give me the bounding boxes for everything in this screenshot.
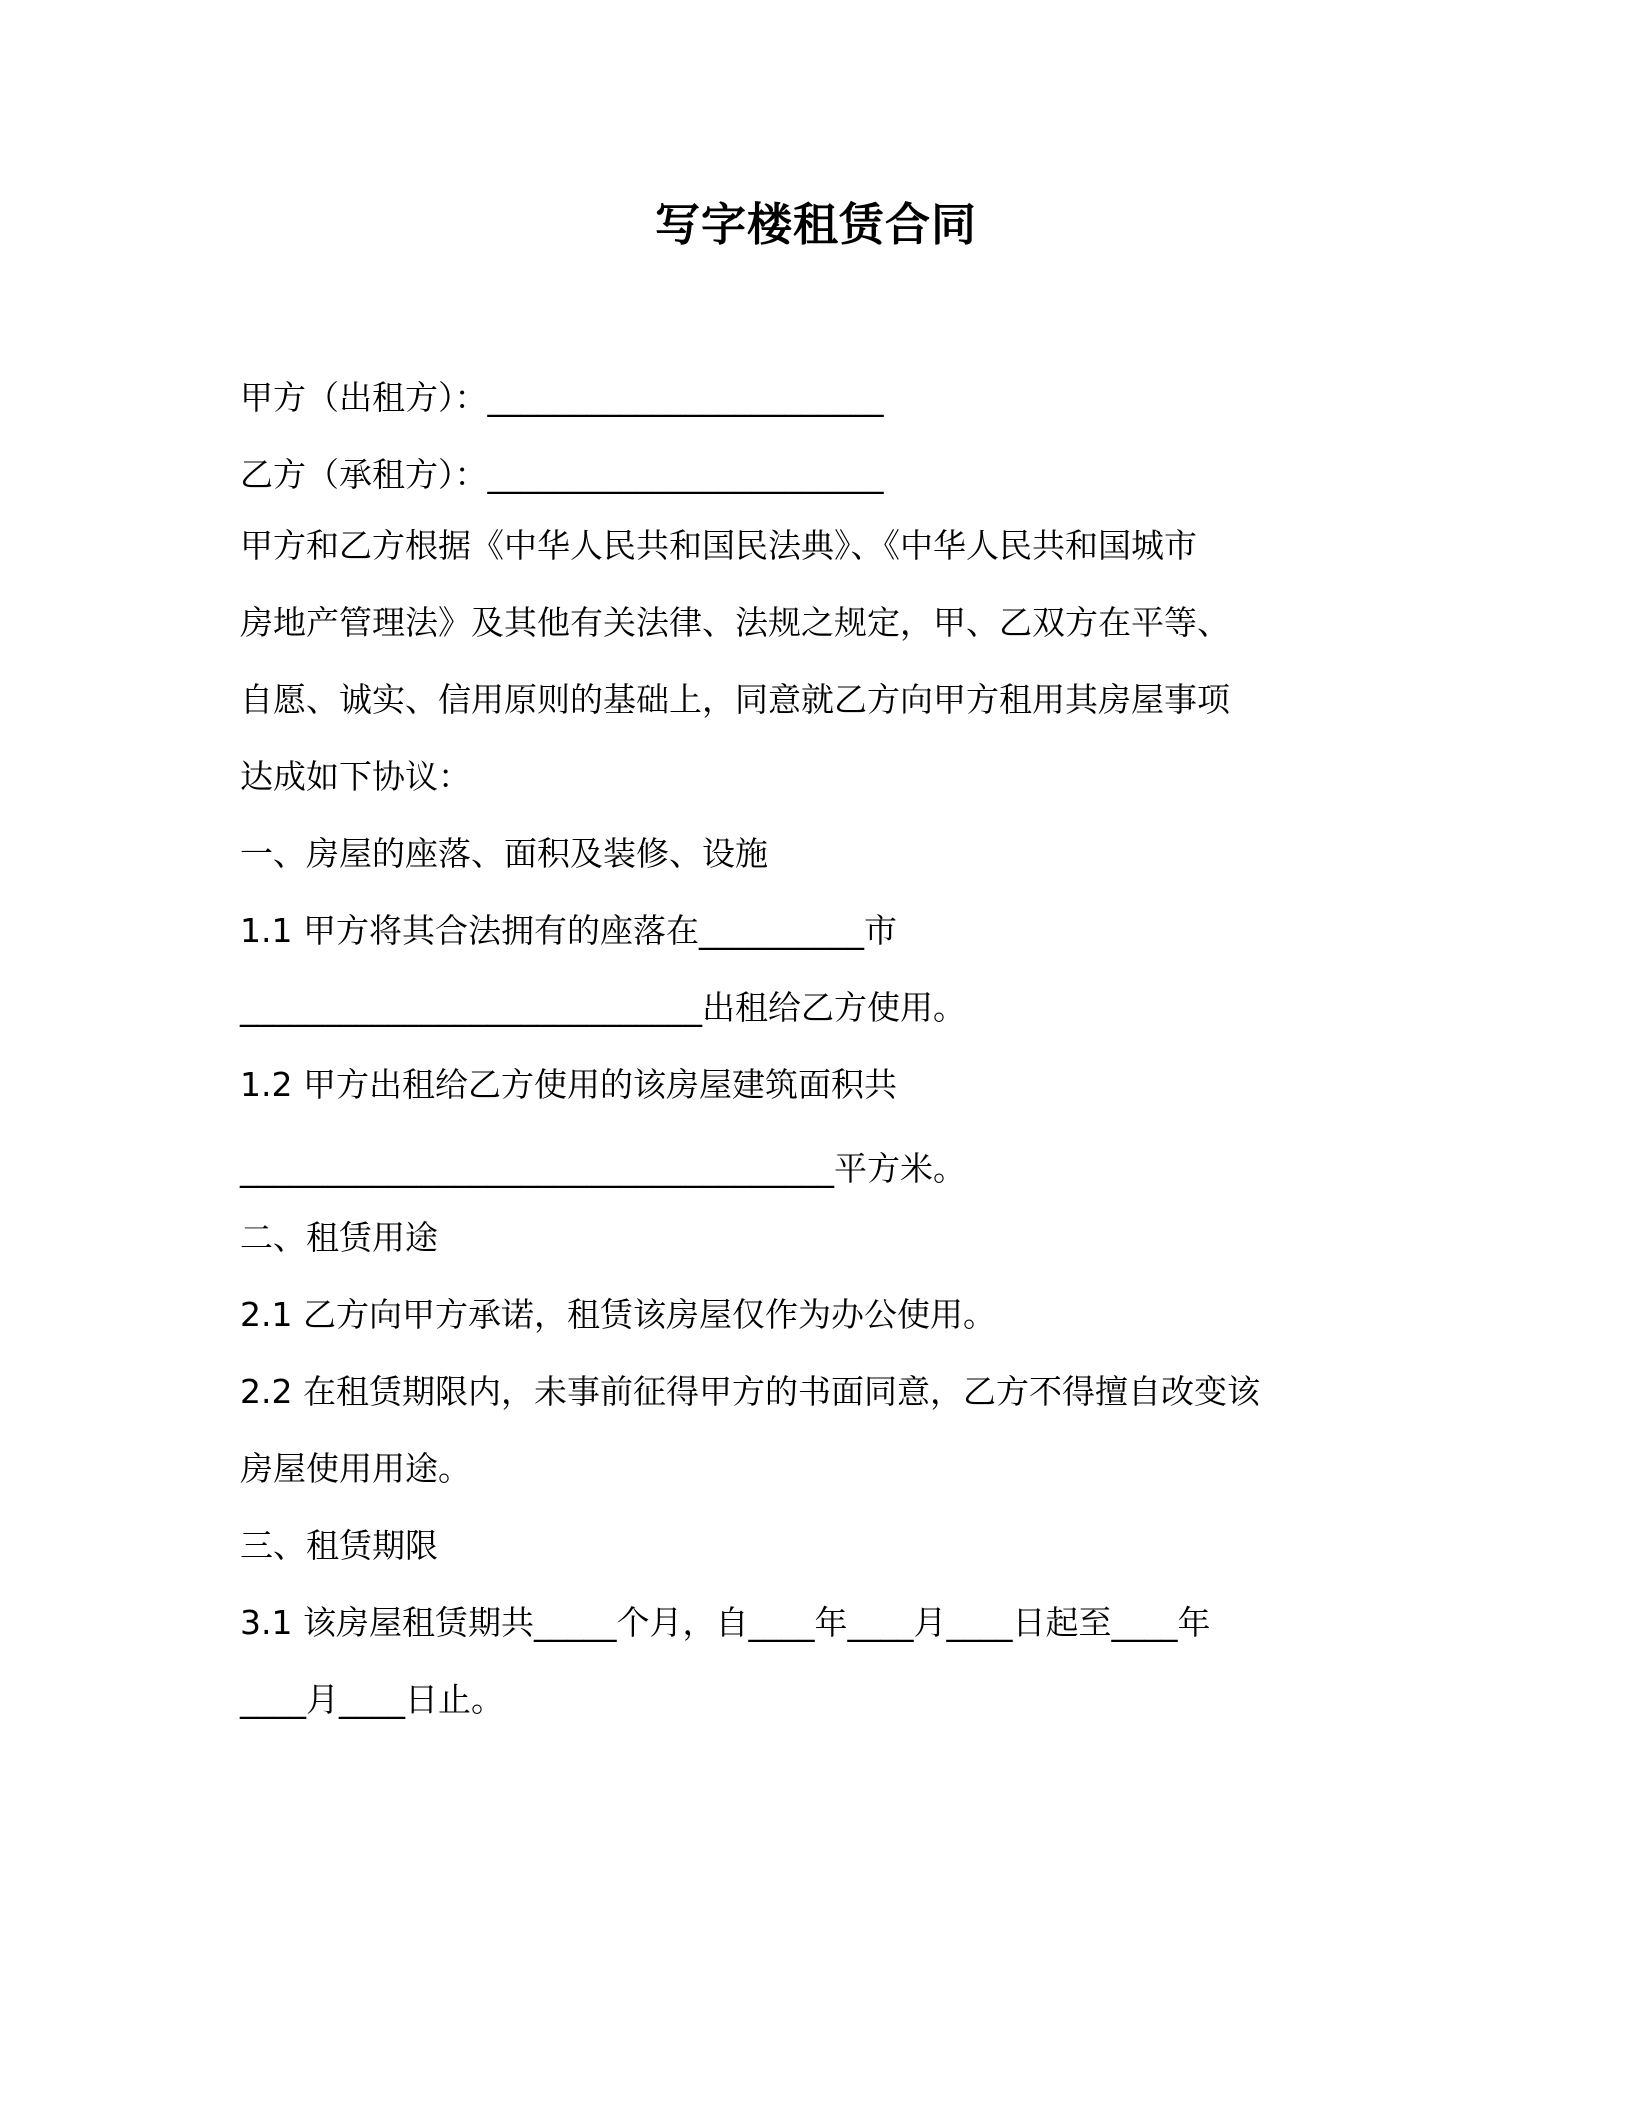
- preamble-line-3: 自愿、诚实、信用原则的基础上，同意就乙方向甲方租用其房屋事项: [240, 680, 1230, 719]
- section-2-heading: 二、租赁用途: [240, 1218, 438, 1257]
- clause-1-1-line-2: ____________________________出租给乙方使用。: [240, 988, 966, 1027]
- party-a-line: 甲方（出租方）：________________________: [240, 378, 884, 417]
- party-b-line: 乙方（承租方）：________________________: [240, 455, 884, 494]
- section-3-heading: 三、租赁期限: [240, 1526, 438, 1565]
- section-1-heading: 一、房屋的座落、面积及装修、设施: [240, 834, 768, 873]
- preamble-line-1: 甲方和乙方根据《中华人民共和国民法典》、《中华人民共和国城市: [240, 526, 1197, 565]
- clause-1-2-line-1: 1.2 甲方出租给乙方使用的该房屋建筑面积共: [240, 1065, 897, 1104]
- clause-2-2-line-2: 房屋使用用途。: [240, 1449, 471, 1488]
- clause-1-2-line-2: ____________________________________平方米。: [240, 1149, 966, 1188]
- clause-3-1-line-2: ____月____日止。: [240, 1680, 504, 1719]
- clause-2-1: 2.1 乙方向甲方承诺，租赁该房屋仅作为办公使用。: [240, 1295, 996, 1334]
- clause-3-1-line-1: 3.1 该房屋租赁期共_____个月，自____年____月____日起至____年: [240, 1603, 1211, 1642]
- clause-1-1-line-1: 1.1 甲方将其合法拥有的座落在__________市: [240, 911, 897, 950]
- preamble-line-4: 达成如下协议：: [240, 757, 471, 796]
- clause-2-2-line-1: 2.2 在租赁期限内，未事前征得甲方的书面同意，乙方不得擅自改变该: [240, 1372, 1260, 1411]
- preamble-line-2: 房地产管理法》及其他有关法律、法规之规定，甲、乙双方在平等、: [240, 603, 1230, 642]
- document-title: 写字楼租赁合同: [654, 198, 977, 251]
